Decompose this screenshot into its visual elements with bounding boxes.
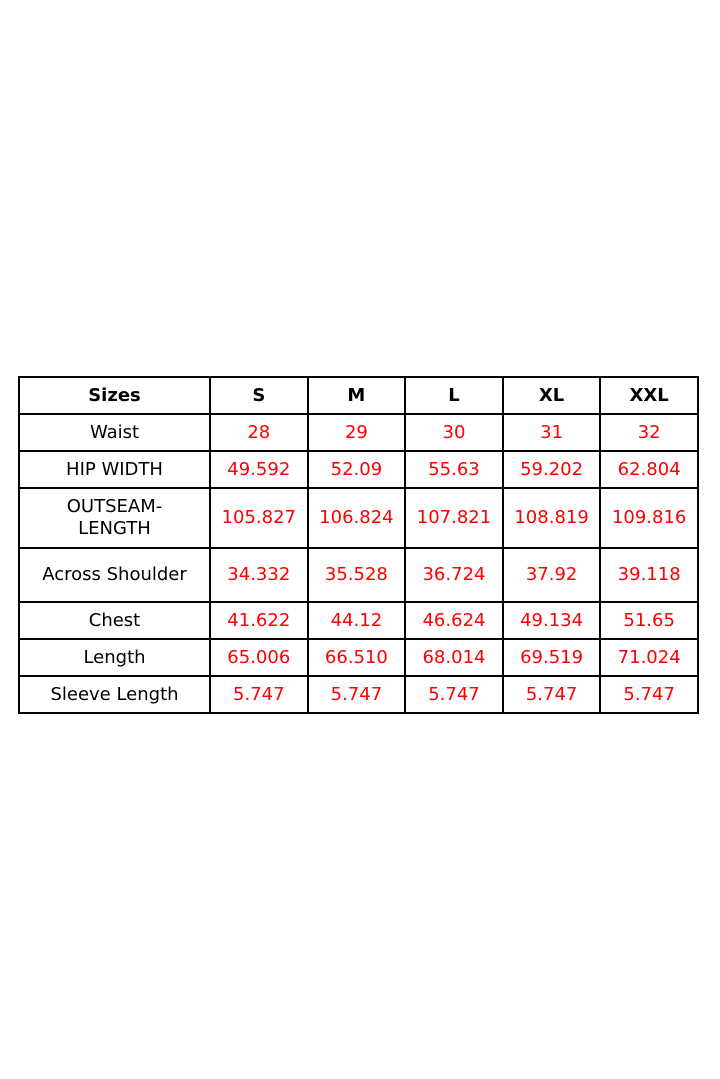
cell-value: 35.528 bbox=[308, 548, 406, 602]
cell-value: 31 bbox=[503, 414, 601, 451]
cell-value: 52.09 bbox=[308, 451, 406, 488]
cell-value: 49.134 bbox=[503, 602, 601, 639]
header-size-l: L bbox=[405, 377, 503, 414]
cell-value: 108.819 bbox=[503, 488, 601, 548]
row-across-shoulder bbox=[19, 548, 698, 602]
row-label bbox=[19, 488, 210, 548]
cell-value: 51.65 bbox=[600, 602, 698, 639]
row-length bbox=[19, 639, 698, 676]
row-outseam-length bbox=[19, 488, 698, 548]
cell-value: 5.747 bbox=[308, 676, 406, 713]
cell-value: 5.747 bbox=[210, 676, 308, 713]
row-label: Length bbox=[19, 639, 210, 676]
row-label: HIP WIDTH bbox=[19, 451, 210, 488]
cell-value: 5.747 bbox=[600, 676, 698, 713]
header-size-s: S bbox=[210, 377, 308, 414]
header-size-xl: XL bbox=[503, 377, 601, 414]
row-hip-width bbox=[19, 451, 698, 488]
cell-value: 46.624 bbox=[405, 602, 503, 639]
cell-value: 105.827 bbox=[210, 488, 308, 548]
row-chest bbox=[19, 602, 698, 639]
cell-value: 41.622 bbox=[210, 602, 308, 639]
row-label: Waist bbox=[19, 414, 210, 451]
cell-value: 32 bbox=[600, 414, 698, 451]
cell-value: 5.747 bbox=[503, 676, 601, 713]
cell-value: 109.816 bbox=[600, 488, 698, 548]
cell-value: 44.12 bbox=[308, 602, 406, 639]
cell-value: 66.510 bbox=[308, 639, 406, 676]
header-size-m: M bbox=[308, 377, 406, 414]
row-waist bbox=[19, 414, 698, 451]
cell-value: 34.332 bbox=[210, 548, 308, 602]
row-label: Sleeve Length bbox=[19, 676, 210, 713]
row-label-text: OUTSEAM- LENGTH bbox=[66, 496, 163, 539]
cell-value: 30 bbox=[405, 414, 503, 451]
cell-value: 36.724 bbox=[405, 548, 503, 602]
cell-value: 62.804 bbox=[600, 451, 698, 488]
cell-value: 55.63 bbox=[405, 451, 503, 488]
row-sleeve-length bbox=[19, 676, 698, 713]
cell-value: 29 bbox=[308, 414, 406, 451]
cell-value: 39.118 bbox=[600, 548, 698, 602]
header-sizes: Sizes bbox=[19, 377, 210, 414]
cell-value: 5.747 bbox=[405, 676, 503, 713]
size-chart-table bbox=[18, 376, 699, 714]
cell-value: 71.024 bbox=[600, 639, 698, 676]
cell-value: 49.592 bbox=[210, 451, 308, 488]
header-size-xxl: XXL bbox=[600, 377, 698, 414]
cell-value: 59.202 bbox=[503, 451, 601, 488]
cell-value: 106.824 bbox=[308, 488, 406, 548]
header-row bbox=[19, 377, 698, 414]
cell-value: 107.821 bbox=[405, 488, 503, 548]
cell-value: 28 bbox=[210, 414, 308, 451]
cell-value: 68.014 bbox=[405, 639, 503, 676]
row-label: Chest bbox=[19, 602, 210, 639]
cell-value: 65.006 bbox=[210, 639, 308, 676]
cell-value: 37.92 bbox=[503, 548, 601, 602]
cell-value: 69.519 bbox=[503, 639, 601, 676]
row-label: Across Shoulder bbox=[19, 548, 210, 602]
